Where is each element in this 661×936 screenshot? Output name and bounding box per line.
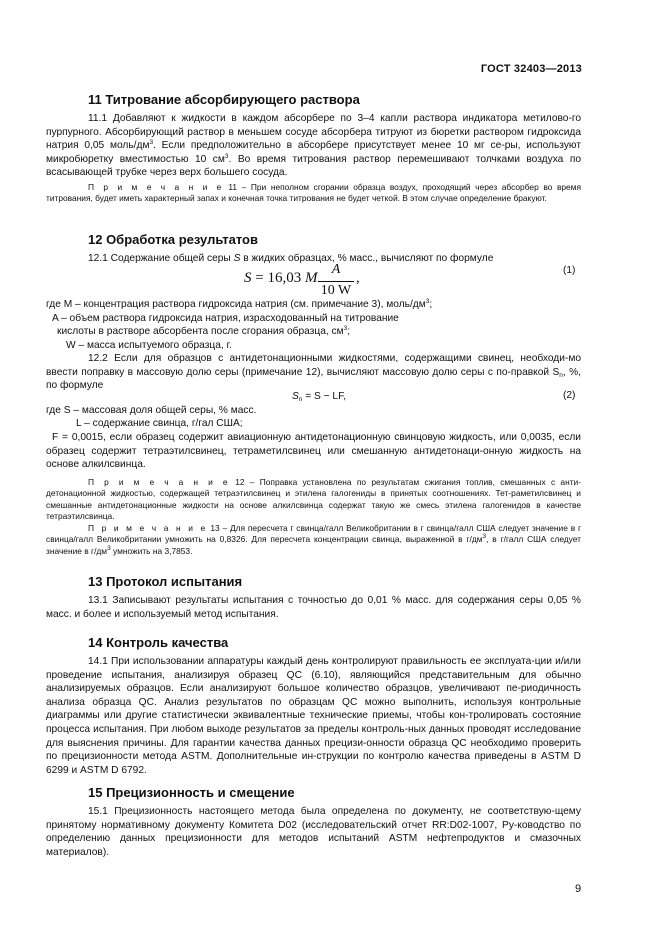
formula-1-comma: , xyxy=(356,270,360,286)
note-12: П р и м е ч а н и е 12 – Поправка установлена по результатам сжигания топлив, смешанных с анти-детонационной жидкостью, содержащей тетраэтилсвинец и этилена галогениды в принятых соотношениях. Тет-раметилсвинец и смешанные антидетонационные жидкости на основе алкилсвинца содержат такую же смесь этилена галогенидов в качестве тетраэтилсвинца. xyxy=(46,477,582,522)
section-12-1-paragraph: 12.1 Содержание общей серы S в жидких образцах, % масс., вычисляют по формуле xyxy=(88,253,494,264)
note-13: П р и м е ч а н и е 13 – Для пересчета г свинца/галл Великобритании в г свинца/галл США следует значение в г свинца/галл Великобритании умножить на 0,8326. Для пересчета концентрации свинца, выраженной в $г/дм^3$, в г/галл США следует значение в $г/дм^3$ умножить на 3,7853. xyxy=(46,523,581,556)
where-W: W – масса испытуемого образца, г. xyxy=(66,340,232,351)
section-11-paragraph: 11.1 Добавляют к жидкости в каждом абсорбере по 3–4 капли раствора индикатора метилово-го пурпурного. Абсорбирующий раствор в меньшем сосуде абсорбера титруют из бюретки раствором гидроксида натрия 0,05 моль/$дм^3$. Если предположительно в абсорбере присутствует менее 10 мг се-ры, используют микробюретку вместимостью 10 $см^3$. Во время титрования раствор перемешивают толчками воздуха по всасывающей трубке через верх большего сосуда. xyxy=(46,113,582,179)
where-A-line1: A – объем раствора гидроксида натрия, израсходованный на титрование xyxy=(52,313,399,324)
section-13-paragraph: 13.1 Записывают результаты испытания с точностью до 0,01 % масс. для содержания серы 0,05 % масс. и более и используемый метод испытания. xyxy=(46,595,581,620)
page-number: 9 xyxy=(575,883,582,895)
section-14-paragraph: 14.1 При использовании аппаратуры каждый день контролируют правильность ее эксплуата-ции и/или проведение испытания, анализируя образец QC (6.10), являющийся представительным для обычно анализируемых образцов. Если анализируют большое количество образцов, увеличивают пе-риодичность анализа образца QC. Анализ результатов по образцам QC можно выполнить, используя контрольные диаграммы или другие статистически эквивалентные технические приемы, чтобы кон-тролировать состояние процесса испытания. При любом выходе результатов за пределы контроль-ных данных проводят исследование для выяснения причины. Для гарантии качества данных прецизи-онности образца QC необходимо проверить по прецизионности метода ASTM. Дополнительные ин-струкции по контролю качества приведены в ASTM D 6299 и ASTM D 6792. xyxy=(46,656,581,776)
section-12-2-paragraph: 12.2 Если для образцов с антидетонационными жидкостями, содержащими свинец, необходи-мо ввести поправку в массовую долю серы (примечание 12), вычисляют массовую долю серы с по-правкой $S_n$, %, по формуле xyxy=(46,353,581,392)
where-M: где M – концентрация раствора гидроксида натрия (см. примечание 3), моль/$дм^3$; xyxy=(46,298,433,310)
formula-1-denominator: 10 W xyxy=(320,283,352,298)
where-S: где S – массовая доля общей серы, % масс. xyxy=(46,405,257,416)
fraction-bar xyxy=(318,281,354,282)
note-11: П р и м е ч а н и е 11 – При неполном сгорании образца воздух, проходящий через абсорбер во время титрования, будет иметь характерный запах и конечная точка титрования не будет четкой. В этом случае определение бракуют. xyxy=(46,182,581,204)
formula-1-numerator: A xyxy=(331,262,341,277)
section-13-title: 13 Протокол испытания xyxy=(88,574,243,589)
standard-header: ГОСТ 32403—2013 xyxy=(480,63,582,75)
where-F: F = 0,0015, если образец содержит авиационную антидетонационную свинцовую жидкость, или 0,0035, если образец содержит тетраэтилсвинец, тетраметилсвинец или смешанную антидетонаци-онную жидкость на основе алкилсвинца. xyxy=(46,432,581,471)
where-L: L – содержание свинца, г/гал США; xyxy=(76,418,243,429)
section-15-title: 15 Прецизионность и смещение xyxy=(88,785,295,800)
formula-2: $S_n = S$ − LF, xyxy=(292,391,347,403)
section-11-title: 11 Титрование абсорбирующего раствора xyxy=(88,92,360,107)
section-15-paragraph: 15.1 Прецизионность настоящего метода была определена по документу, не соответствую-щему принятому нормативному документу Комитета D02 (исследовательский отчет RR:D02-1007, Ру-ководство по определению данных прецизионности для методов испытаний ASTM нефтепродуктов и смазочных материалов). xyxy=(46,806,581,858)
section-12-title: 12 Обработка результатов xyxy=(88,232,258,247)
where-A-line2: кислоты в растворе абсорбента после сгорания образца, $см^3$; xyxy=(57,325,351,337)
equation-number-2: (2) xyxy=(563,390,576,401)
section-14-title: 14 Контроль качества xyxy=(88,635,229,650)
formula-1: S = 16,03 M xyxy=(244,270,318,286)
equation-number-1: (1) xyxy=(563,265,576,276)
